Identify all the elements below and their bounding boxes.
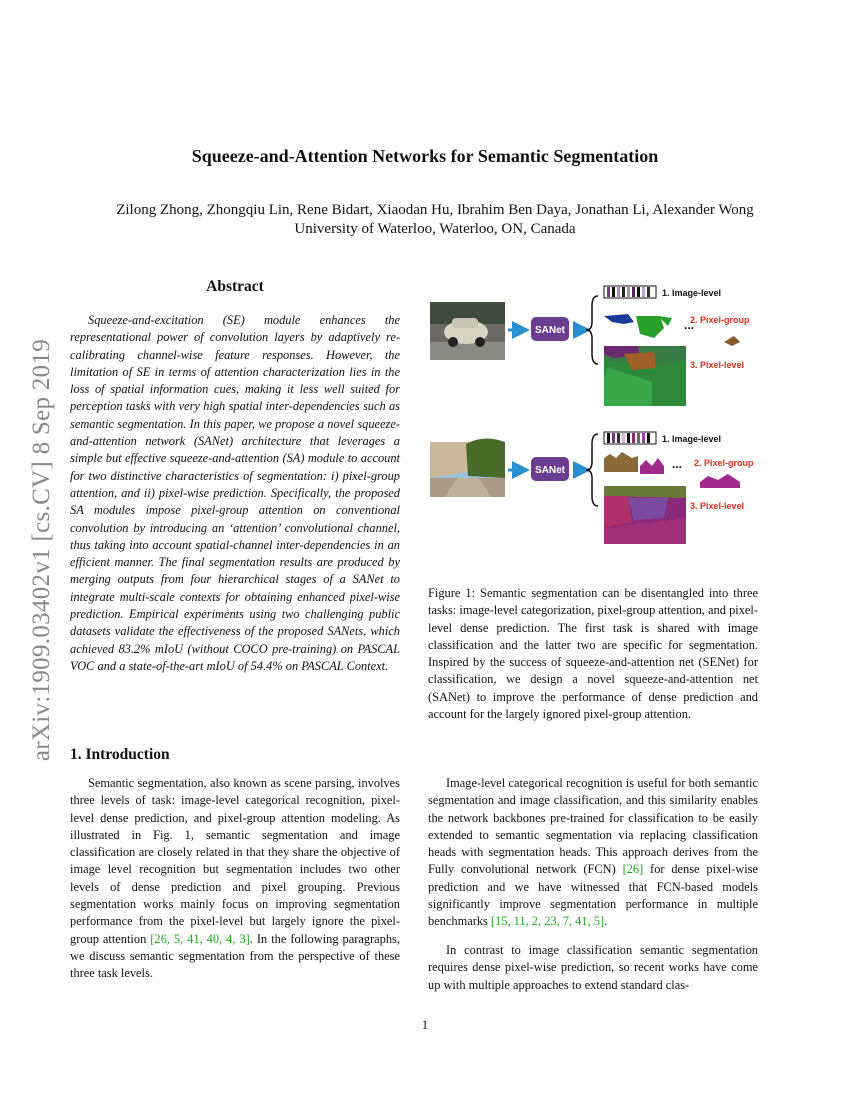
- page-number: 1: [421, 1017, 429, 1032]
- image-level-bars-2: [604, 432, 656, 444]
- pixel-level-map-2: [604, 486, 686, 544]
- input-photo-car: [430, 302, 505, 360]
- intro-p1-end: . In the following paragraphs, we discuss semantic segmentation from the perspective of these three task levels.: [70, 931, 400, 981]
- brace-2: [586, 434, 598, 506]
- affiliation: University of Waterloo, Waterloo, ON, Canada: [294, 221, 576, 237]
- intro-p2-end: .: [604, 914, 608, 929]
- abstract-text: Squeeze-and-excitation (SE) module enhances the representational power of convolution layers by adaptively re-calibrating channel-wise feature responses. However, the limitation of SE in terms of attention characterization lies in the loss of spatial information cues, making it less well suited for perception tasks with very high spatial inter-dependencies such as semantic segmentation. In this paper, we propose a novel squeeze-and-attention network (SANet) architecture that leverages a simple but effective squeeze-and-attention (SA) module to account for two distinctive characteristics of segmentation: i) pixel-group attention, and ii) pixel-wise prediction. Specifically, the proposed SA modules impose pixel-group attention on conventional convolution by introducing an ‘attention’ convolutional channel, thus taking into account spatial-channel inter-dependencies in an efficient manner. The final segmentation results are produced by merging outputs from four hierarchical stages of a SANet to integrate multi-scale contexts for obtaining enhanced pixel-wise prediction. Empirical experiments using two challenging public datasets validate the effectiveness of the proposed SANets, which achieved 83.2% mIoU (without COCO pre-training) on PASCAL VOC and a state-of-the-art mIoU of 54.4% on PASCAL Context.: [70, 313, 400, 673]
- level-1-label-2: 1. Image-level: [662, 434, 722, 444]
- citation-link[interactable]: [26]: [622, 862, 644, 877]
- input-photo-street: [430, 438, 505, 497]
- introduction-paragraph-1: [70, 775, 400, 983]
- intro-p2-text: Image-level categorical recognition is useful for both semantic segmentation and image classification, and this similarity enables the network backbones pre-trained for classification to be easily extended to semantic segmentation via replacing classification heads with segmentation heads. This approach derives from the Fully convolutional network (FCN): [428, 776, 758, 877]
- intro-p1-text: Semantic segmentation, also known as scene parsing, involves three levels of task: image-level categorical recognition, pixel-level dense prediction, and pixel-group attention modeling. As illustrated in Fig. 1, semantic segmentation and image classification are closely related in that they share the objective of image level recognition but segmentation includes two other levels of dense prediction and pixel grouping. Previous segmentation works mainly focus on improving segmentation performance from the pixel-level but largely ignore the pixel-group attention: [70, 776, 400, 946]
- abstract-heading: Abstract: [206, 278, 264, 295]
- image-level-bars-1: [604, 286, 656, 298]
- level-3-label-1: 3. Pixel-level: [690, 360, 745, 370]
- level-1-label-1: 1. Image-level: [662, 288, 722, 298]
- sanet-label-2: SANet: [534, 465, 566, 476]
- introduction-paragraph-3: In contrast to image classification semantic segmentation requires dense pixel-wise prediction, so recent works have come up with multiple approaches to extend standard clas-: [428, 943, 758, 992]
- citation-link[interactable]: [26, 5, 41, 40, 4, 3]: [150, 931, 250, 946]
- brace-1: [586, 296, 598, 364]
- introduction-paragraph-2: [428, 775, 758, 931]
- author-block: [40, 201, 830, 239]
- introduction-heading: 1. Introduction: [70, 746, 170, 763]
- author-list: Zilong Zhong, Zhongqiu Lin, Rene Bidart, Xiaodan Hu, Ibrahim Ben Daya, Jonathan Li, Alexander Wong: [116, 202, 754, 218]
- intro-p2-mid: for dense pixel-wise prediction and we have witnessed that FCN-based models significantly improve segmentation performance in multiple benchmarks: [428, 862, 758, 929]
- figure-caption: Figure 1: Semantic segmentation can be disentangled into three tasks: image-level categorization, pixel-group attention, and pixel-level dense prediction. The first task is shared with image classification and the latter two are specific for segmentation. Inspired by the success of squeeze-and-attention net (SENet) for classification, we design a novel squeeze-and-attention net (SANet) to improve the performance of dense prediction and account for the largely ignored pixel-group attention.: [428, 586, 758, 722]
- pixel-level-map-1: [604, 346, 686, 406]
- level-3-label-2: 3. Pixel-level: [690, 501, 745, 511]
- paper-title: Squeeze-and-Attention Networks for Semantic Segmentation: [191, 146, 659, 166]
- sanet-label-1: SANet: [534, 325, 566, 336]
- citation-link[interactable]: [15, 11, 2, 23, 7, 41, 5]: [490, 914, 605, 929]
- level-2-label-2: 2. Pixel-group: [694, 458, 754, 468]
- ellipsis-2: ...: [672, 457, 683, 471]
- figure-1: [428, 282, 768, 562]
- ellipsis-1: ...: [684, 318, 695, 332]
- level-2-label-1: 2. Pixel-group: [690, 315, 750, 325]
- arxiv-identifier: arXiv:1909.03402v1 [cs.CV] 8 Sep 2019: [28, 338, 55, 762]
